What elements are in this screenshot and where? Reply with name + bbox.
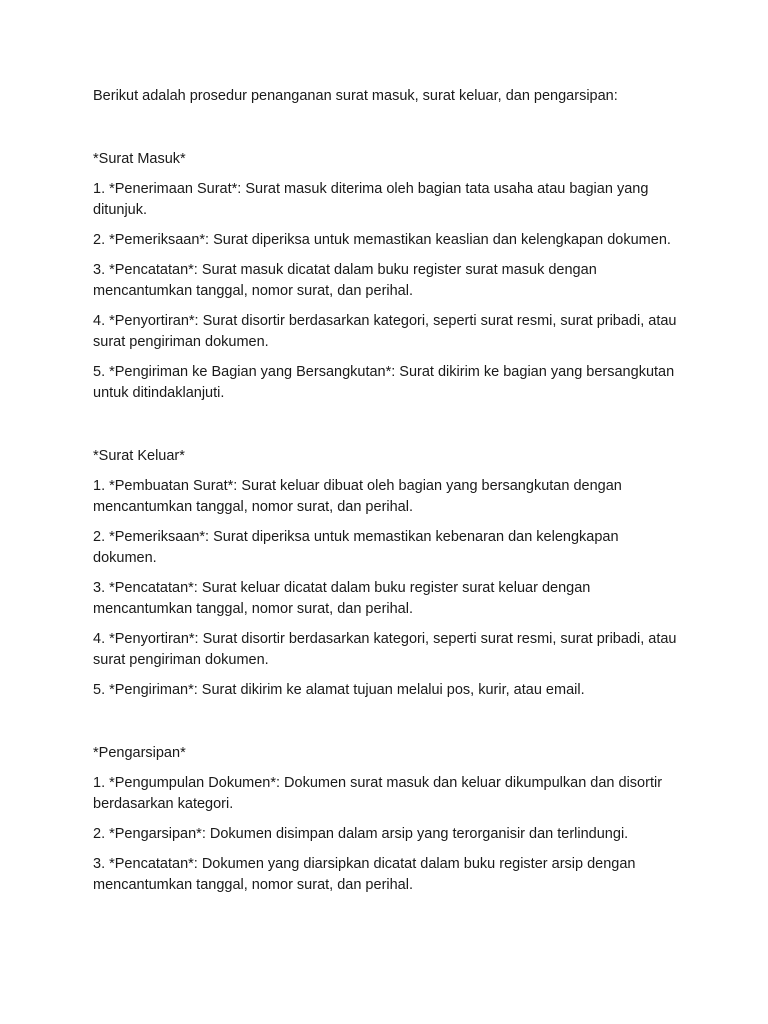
section-title: *Surat Keluar* bbox=[93, 448, 185, 464]
list-item: 5. *Pengiriman*: Surat dikirim ke alamat tujuan melalui pos, kurir, atau email. bbox=[93, 682, 585, 698]
document-body bbox=[93, 86, 678, 905]
section-surat-keluar bbox=[93, 446, 678, 701]
list-item: 1. *Pengumpulan Dokumen*: Dokumen surat masuk dan keluar dikumpulkan dan disortir berdasarkan kategori. bbox=[93, 775, 663, 812]
section-title: *Surat Masuk* bbox=[93, 151, 186, 167]
section-title: *Pengarsipan* bbox=[93, 745, 186, 761]
list-item: 4. *Penyortiran*: Surat disortir berdasarkan kategori, seperti surat resmi, surat pribadi, atau surat pengiriman dokumen. bbox=[93, 631, 677, 668]
list-item: 2. *Pengarsipan*: Dokumen disimpan dalam arsip yang terorganisir dan terlindungi. bbox=[93, 826, 629, 842]
list-item: 1. *Pembuatan Surat*: Surat keluar dibuat oleh bagian yang bersangkutan dengan mencantumkan tanggal, nomor surat, dan perihal. bbox=[93, 478, 622, 515]
list-item: 3. *Pencatatan*: Dokumen yang diarsipkan dicatat dalam buku register arsip dengan mencantumkan tanggal, nomor surat, dan perihal. bbox=[93, 856, 636, 893]
list-item: 3. *Pencatatan*: Surat masuk dicatat dalam buku register surat masuk dengan mencantumkan tanggal, nomor surat, dan perihal. bbox=[93, 262, 597, 299]
intro-paragraph: Berikut adalah prosedur penanganan surat masuk, surat keluar, dan pengarsipan: bbox=[93, 88, 618, 104]
section-surat-masuk bbox=[93, 149, 678, 404]
list-item: 5. *Pengiriman ke Bagian yang Bersangkutan*: Surat dikirim ke bagian yang bersangkutan untuk ditindaklanjuti. bbox=[93, 364, 675, 401]
list-item: 4. *Penyortiran*: Surat disortir berdasarkan kategori, seperti surat resmi, surat pribadi, atau surat pengiriman dokumen. bbox=[93, 313, 677, 350]
section-pengarsipan bbox=[93, 743, 678, 896]
list-item: 3. *Pencatatan*: Surat keluar dicatat dalam buku register surat keluar dengan mencantumkan tanggal, nomor surat, dan perihal. bbox=[93, 580, 591, 617]
list-item: 2. *Pemeriksaan*: Surat diperiksa untuk memastikan kebenaran dan kelengkapan dokumen. bbox=[93, 529, 619, 566]
list-item: 2. *Pemeriksaan*: Surat diperiksa untuk memastikan keaslian dan kelengkapan dokumen. bbox=[93, 232, 671, 248]
list-item: 1. *Penerimaan Surat*: Surat masuk diterima oleh bagian tata usaha atau bagian yang ditunjuk. bbox=[93, 181, 649, 218]
